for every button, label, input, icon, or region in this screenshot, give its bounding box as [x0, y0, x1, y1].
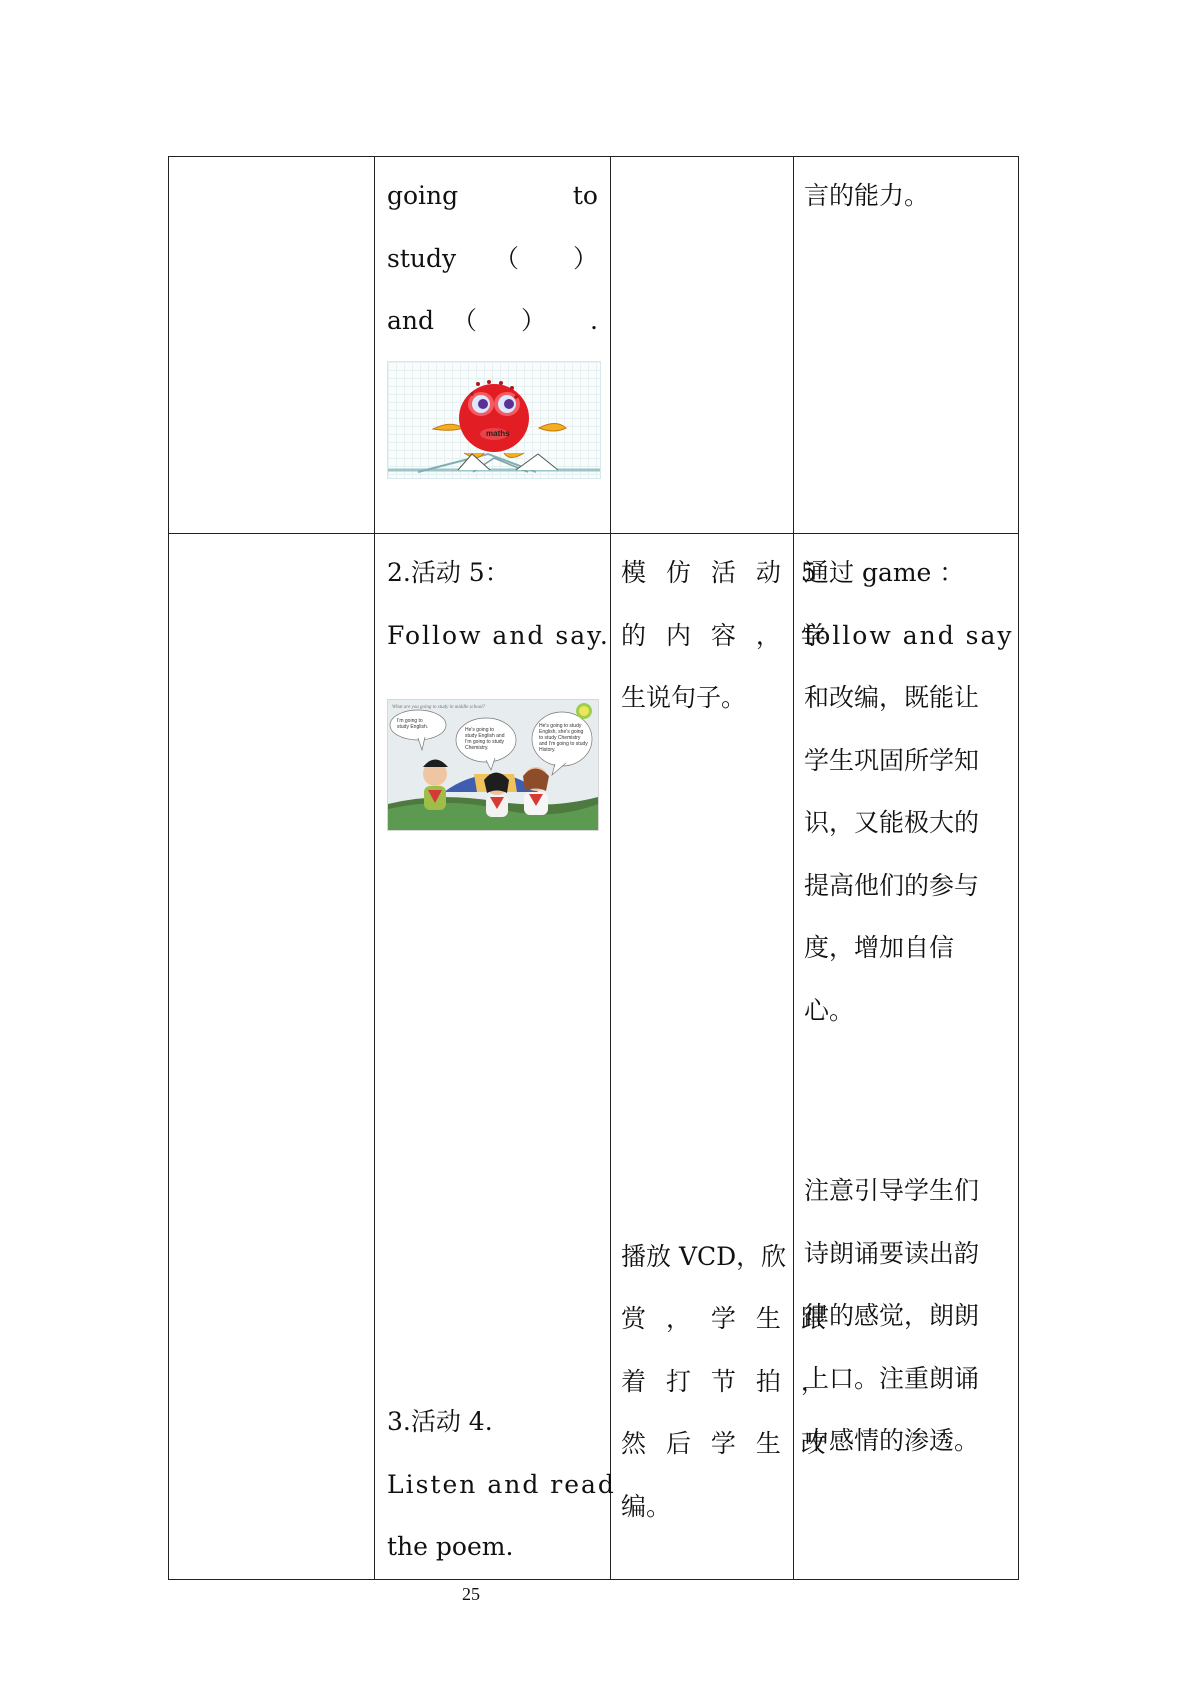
fish-label-text: maths	[486, 428, 510, 438]
follow-and-say-cartoon	[387, 699, 599, 831]
lesson-plan-table	[168, 156, 1019, 1580]
blank-parentheses	[494, 228, 598, 291]
period: .	[590, 306, 598, 335]
blank-parentheses-with-period	[452, 290, 598, 353]
the-poem-text: the poem.	[387, 1532, 514, 1561]
cartoon-caption-text: What are you going to study in middle school?	[392, 705, 486, 710]
table-row	[169, 534, 1019, 1580]
teaching-method-line: 模 仿 活 动 5	[621, 558, 823, 587]
bubble-text-2: He's going to study English and I'm going to study Chemistry.	[465, 727, 505, 751]
word-and: and	[387, 306, 435, 335]
teaching-method-line: 然 后 学 生 改	[621, 1429, 832, 1458]
design-intent-line: 度，增加自信	[804, 933, 955, 962]
right-parenthesis: ）	[521, 306, 547, 335]
left-parenthesis: （	[494, 243, 520, 273]
design-intent-line: 言的能力。	[804, 181, 930, 210]
design-intent-line: 律的感觉，朗朗	[804, 1301, 980, 1330]
bubble-text-3: He's going to study English, she's going to study Chemistry and I'm going to study History.	[539, 723, 588, 753]
design-intent-line: 识，又能极大的	[804, 808, 980, 837]
teaching-method-line: 编。	[621, 1491, 672, 1521]
follow-and-say-text: Follow and say.	[387, 620, 610, 650]
design-intent-line: 中感情的渗透。	[804, 1426, 980, 1455]
page-number: 25	[462, 1584, 480, 1604]
word-to: to	[572, 181, 598, 210]
teaching-method-spacing	[621, 730, 783, 1226]
design-intent-line: 学生巩固所学知	[804, 745, 980, 775]
activity-5-title: 2.活动 5：	[387, 558, 510, 587]
design-intent-spacing	[804, 1042, 1008, 1160]
design-intent-line: 心。	[804, 995, 855, 1025]
activity-content-cell	[375, 157, 611, 534]
word-study: study	[387, 243, 457, 273]
text-line-study-blank	[387, 228, 598, 291]
word-going: going	[387, 181, 459, 210]
text-line-and-blank	[387, 290, 598, 353]
empty-left-cell	[169, 534, 375, 1580]
design-intent-line: 通过 game ：	[804, 558, 965, 587]
activities-cell	[375, 534, 616, 1580]
teaching-method-line: 的 内 容 ， 学	[621, 620, 832, 650]
design-intent-cell	[794, 534, 1019, 1580]
teaching-method-line: 赏 ， 学 生 跟	[621, 1304, 832, 1333]
design-intent-line: 上口。注重朗诵	[804, 1363, 980, 1393]
fish-illustration	[388, 362, 600, 478]
design-intent-line: follow and say	[804, 620, 1014, 650]
right-parenthesis: ）	[572, 243, 598, 273]
design-intent-cell	[794, 157, 1019, 534]
table-row	[169, 157, 1019, 534]
empty-left-cell	[169, 157, 375, 534]
teaching-method-line: 生说句子。	[621, 683, 747, 712]
teaching-method-line: 着 打 节 拍 ，	[621, 1366, 832, 1396]
teaching-method-line: 播放 VCD，欣	[621, 1241, 787, 1271]
text-line-going-to	[387, 165, 598, 228]
activity-spacing	[387, 831, 598, 1391]
design-intent-line: 和改编，既能让	[804, 683, 980, 712]
listen-and-read-text: Listen and read	[387, 1469, 616, 1499]
maths-fish-image	[387, 361, 601, 479]
design-intent-line: 提高他们的参与	[804, 870, 980, 900]
teaching-method-cell	[611, 534, 832, 1580]
design-intent-line: 注意引导学生们	[804, 1176, 980, 1205]
design-intent-line: 诗朗诵要读出韵	[804, 1238, 980, 1268]
activity-4-title: 3.活动 4.	[387, 1407, 493, 1436]
left-parenthesis: （	[452, 306, 478, 335]
empty-teacher-cell	[611, 157, 794, 534]
bubble-text-1: I'm going to study English.	[397, 718, 429, 730]
cartoon-illustration	[388, 700, 598, 830]
